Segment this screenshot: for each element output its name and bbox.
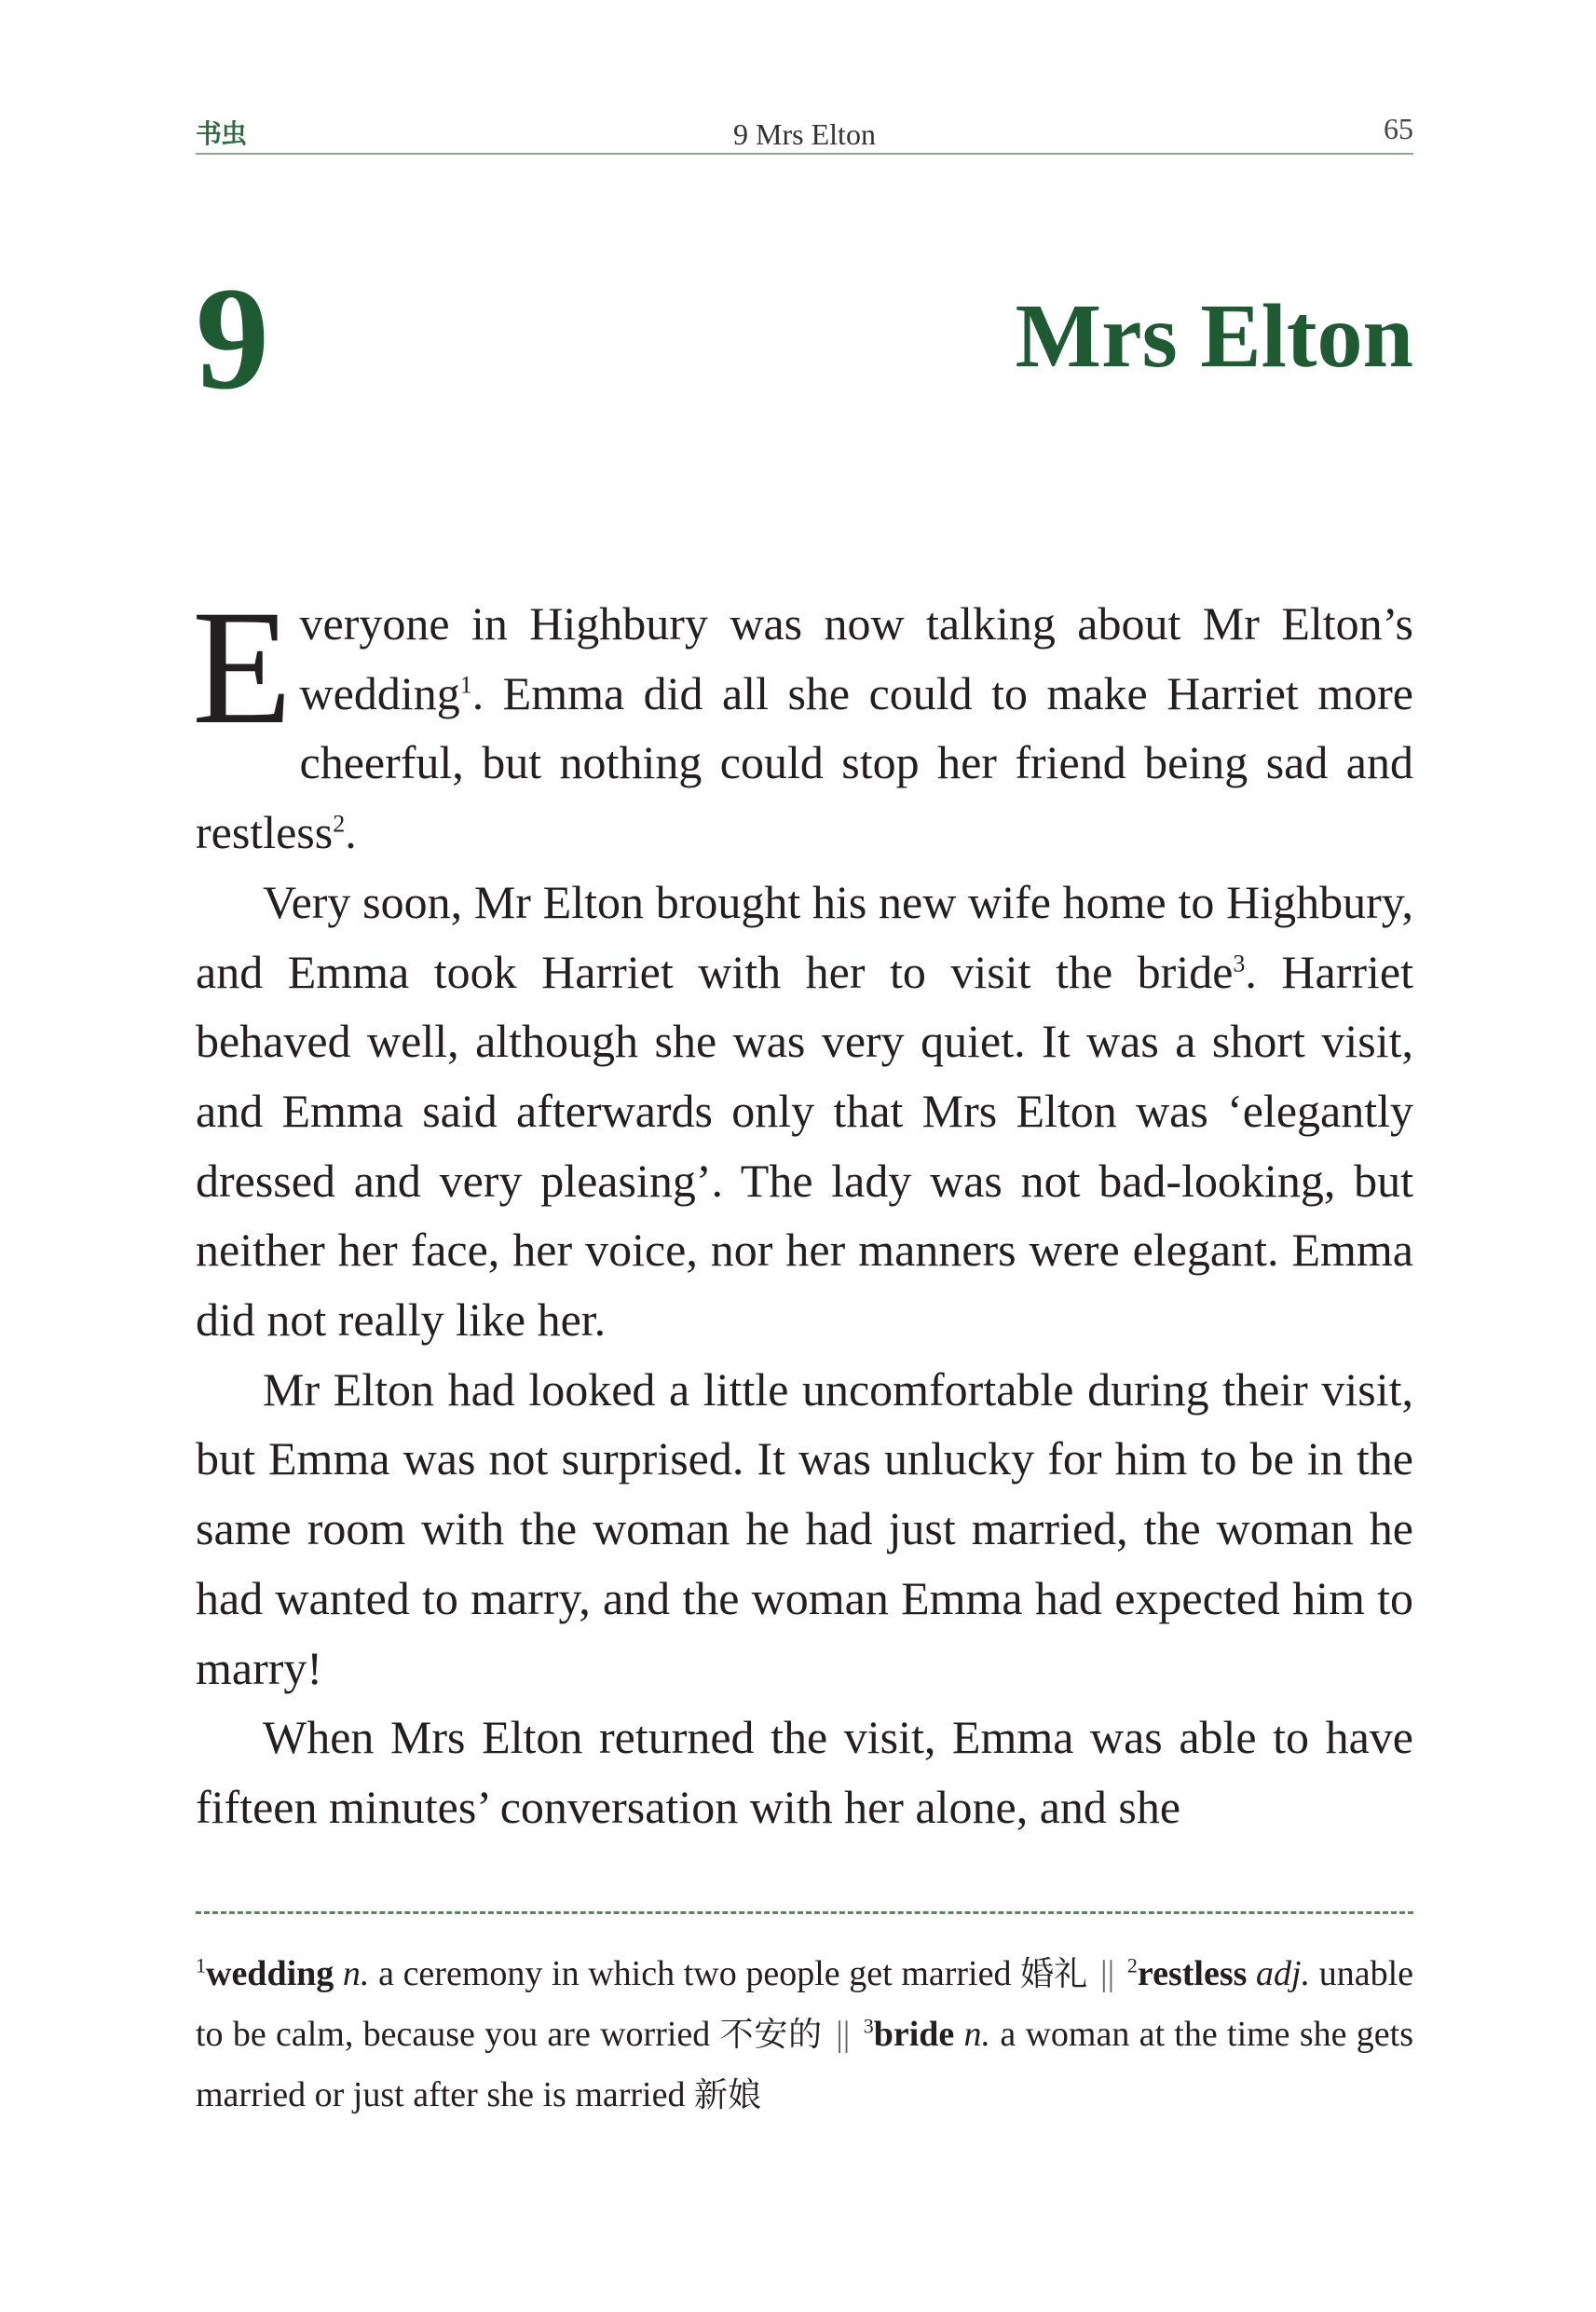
chapter-number: 9 <box>196 257 269 420</box>
footnote-1 <box>196 1954 1087 1993</box>
paragraph-1-text-c: . <box>345 806 357 859</box>
paragraph-1-text-b: . Emma did all she could to make Harriet more cheerful, but nothing could stop her friend being sad and restless <box>196 666 1413 859</box>
footnote-separator: || <box>1100 1954 1115 1993</box>
footnote-ref-2: 2 <box>333 810 346 838</box>
running-title: 9 Mrs Elton <box>733 117 876 151</box>
paragraph-2-text-a: Very soon, Mr Elton brought his new wife home to Highbury, and Emma took Harriet with her to visit the bride <box>196 875 1413 998</box>
footnote-3-chinese: 新娘 <box>693 2076 761 2114</box>
footnote-2-pos: adj. <box>1256 1954 1311 1993</box>
paragraph-1-text-a: veryone in Highbury was now talking about Mr Elton’s wedding <box>299 597 1413 719</box>
footnote-ref-3: 3 <box>1233 949 1246 977</box>
footnote-2-number: 2 <box>1126 1953 1138 1977</box>
paragraph-3: Mr Elton had looked a little uncomfortable during their visit, but Emma was not surprised. It was unlucky for him to be in the same room with the woman he had just married, the woman he had wanted to marry, and the woman Emma had expected him to marry! <box>196 1362 1413 1694</box>
footnote-2-definition: unable to be calm, because you are worried <box>196 1954 1414 2054</box>
footnote-1-word: wedding <box>206 1954 334 1993</box>
paragraph-4: When Mrs Elton returned the visit, Emma was able to have fifteen minutes’ conversation with her alone, and she <box>196 1711 1413 1833</box>
paragraph-2 <box>196 868 1413 1355</box>
footnotes <box>196 1944 1413 2126</box>
footnote-ref-1: 1 <box>459 671 472 699</box>
footnote-separator: || <box>836 2015 851 2054</box>
footnote-3-word: bride <box>873 2015 955 2054</box>
paragraph-1 <box>192 577 1413 868</box>
chapter-title: Mrs Elton <box>1015 286 1413 387</box>
footnote-1-definition: a ceremony in which two people get married <box>378 1954 1012 1993</box>
drop-cap: E <box>192 577 293 759</box>
footnote-2-chinese: 不安的 <box>719 2016 823 2054</box>
footnote-3-pos: n. <box>963 2015 991 2054</box>
footnote-divider <box>196 1911 1413 1914</box>
body-text <box>192 577 1413 1842</box>
footnote-2-word: restless <box>1137 1954 1248 1993</box>
footnote-1-pos: n. <box>342 1954 370 1993</box>
page-number: 65 <box>1384 112 1413 145</box>
footnote-3-number: 3 <box>863 2014 874 2038</box>
footnote-3-definition: a woman at the time she gets married or just after she is married <box>196 2015 1413 2114</box>
page-header <box>196 110 1413 155</box>
paragraph-2-text-b: . Harriet behaved well, although she was very quiet. It was a short visit, and Emma said afterwards only that Mrs Elton was ‘elegantly dressed and very pleasing’. The lady was not bad-looking, but neither her face, her voice, nor her manners were elegant. Emma did not really like her. <box>196 945 1413 1347</box>
brand-logo: 书虫 <box>196 118 247 149</box>
footnote-1-number: 1 <box>196 1953 206 1977</box>
footnote-1-chinese: 婚礼 <box>1020 1955 1088 1993</box>
